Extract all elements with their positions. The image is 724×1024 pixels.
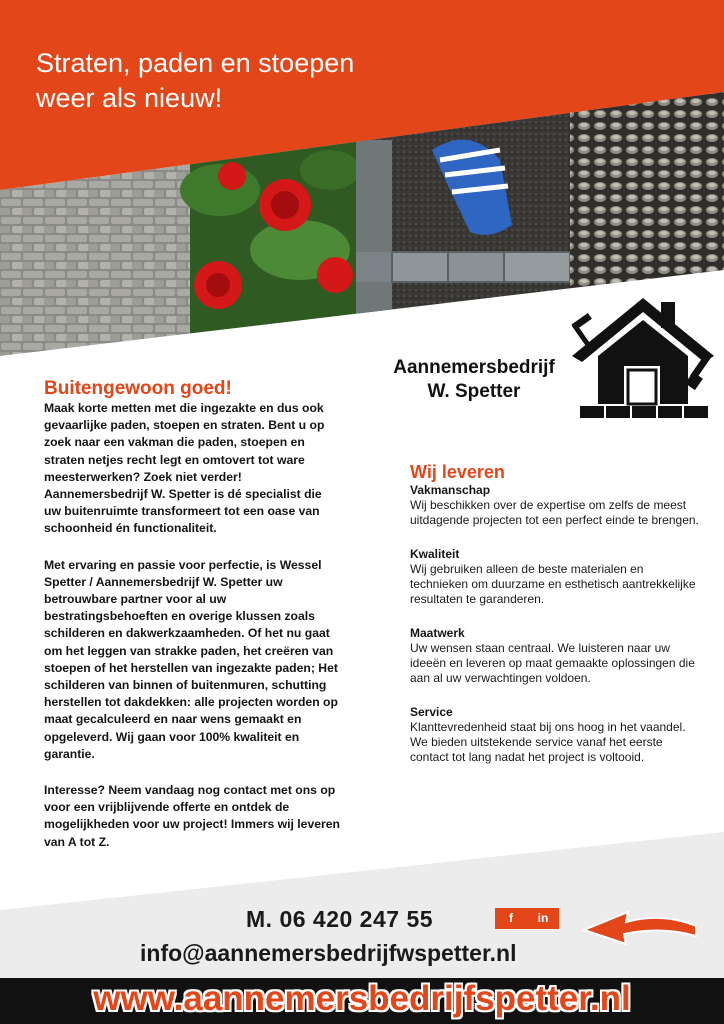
service-item-vakmanschap: [410, 483, 700, 528]
linkedin-icon[interactable]: in: [537, 911, 549, 925]
service-title: Maatwerk: [410, 626, 465, 640]
company-name-line-2: W. Spetter: [427, 381, 521, 402]
headline-line-1: Straten, paden en stoepen: [36, 48, 355, 78]
intro-paragraph-2: Met ervaring en passie voor perfectie, is Wessel Spetter / Aannemersbedrijf W. Spetter uw betrouwbare partner voor al uw bestratingsbehoeften en overige klussen zoals schilderen en dakwerkzaamheden. Of het nu gaat om het leggen van strakke paden, het creëren van stoepen of het herstellen van ingezakte paden; Het schilderen van binnen of buitenmuren, schutting herstellen tot dakdekken: alle projecten worden op maat gecalculeerd en naar wens gemaakt en opgeleverd. Wij gaan voor 100% kwaliteit en garantie.: [44, 557, 338, 761]
service-description: Uw wensen staan centraal. We luisteren naar uw ideeën en leveren op maat gemaakte oplossingen die aan al uw verwachtingen voldoen.: [410, 641, 695, 685]
company-name-line-1: Aannemersbedrijf: [393, 357, 555, 378]
services-section: [410, 461, 700, 784]
service-description: Wij gebruiken alleen de beste materialen en technieken om duurzame en esthetisch aantrekkelijke resultaten te garanderen.: [410, 562, 696, 606]
phone-number[interactable]: M. 06 420 247 55: [246, 906, 434, 932]
service-item-kwaliteit: [410, 547, 700, 607]
service-title: Service: [410, 705, 453, 719]
intro-paragraph-1: Maak korte metten met die ingezakte en dus ook gevaarlijke paden, stoepen en straten. Bent u op zoek naar een vakman die paden, stoepen en straten netjes recht legt en omtovert tot ware meesterwerken? Zoek niet verder! Aannemersbedrijf W. Spetter is dé specialist die uw buitenruimte transformeert tot een oase van schoonheid én functionaliteit.: [44, 401, 325, 536]
website-link[interactable]: www.aannemersbedrijfspetter.nl: [93, 979, 631, 1018]
email-link[interactable]: info@aannemersbedrijfwspetter.nl: [140, 940, 517, 966]
hero-headline: [36, 46, 416, 116]
headline-line-2: weer als nieuw!: [36, 83, 223, 113]
services-heading: Wij leveren: [410, 462, 505, 482]
house-tools-icon: [568, 292, 718, 422]
social-links: [495, 908, 559, 929]
service-description: Klanttevredenheid staat bij ons hoog in het vaandel. We bieden uitstekende service vanaf het eerste contact tot lang nadat het project is voltooid.: [410, 720, 686, 764]
intro-heading: Buitengewoon goed!: [44, 378, 232, 399]
facebook-icon[interactable]: f: [509, 911, 513, 925]
company-name: [374, 356, 574, 404]
service-title: Vakmanschap: [410, 483, 491, 497]
company-logo: [368, 292, 724, 422]
service-item-service: [410, 705, 700, 765]
service-title: Kwaliteit: [410, 547, 460, 561]
intro-section: [44, 378, 340, 870]
service-item-maatwerk: [410, 626, 700, 686]
arrow-left-icon: [582, 908, 700, 948]
intro-paragraph-3: Interesse? Neem vandaag nog contact met ons op voor een vrijblijvende offerte en ontdek de mogelijkheden voor uw project! Immers wij leveren van A tot Z.: [44, 783, 340, 849]
service-description: Wij beschikken over de expertise om zelfs de meest uitdagende projecten tot een perfect einde te brengen.: [410, 498, 699, 527]
